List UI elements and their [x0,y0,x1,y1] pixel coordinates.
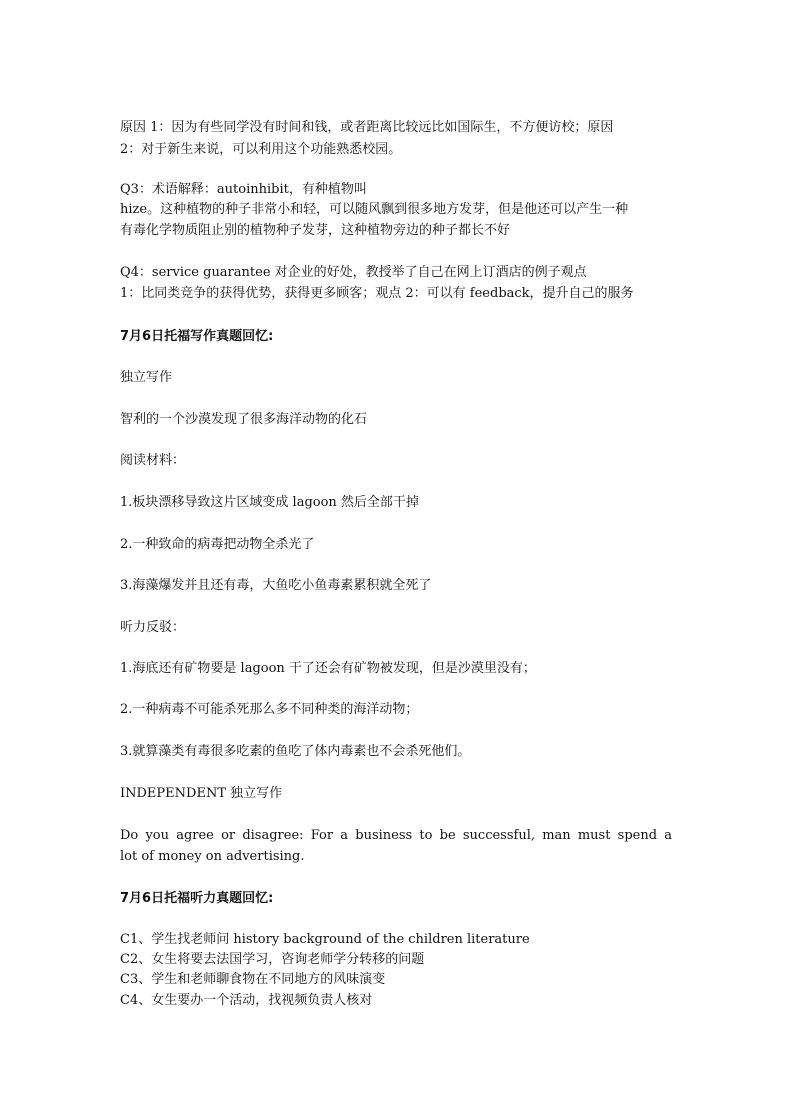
writing-topic: 智利的一个沙漠发现了很多海洋动物的化石 [120,412,368,427]
listening-item-c1: C1、学生找老师问 history background of the children literature [120,932,530,947]
reading-item-2: 2.一种致命的病毒把动物全杀光了 [120,537,315,552]
listening-item-c3: C3、学生和老师聊食物在不同地方的风味演变 [120,972,386,987]
listening-item-c2: C2、女生将要去法国学习，咨询老师学分转移的问题 [120,952,425,967]
rebuttal-item-1: 1.海底还有矿物要是 lagoon 干了还会有矿物被发现，但是沙漠里没有； [120,661,536,676]
reading-item-3: 3.海藻爆发并且还有毒，大鱼吃小鱼毒素累积就全死了 [120,578,432,593]
writing-heading: 7月6日托福写作真题回忆: [120,329,274,344]
rebuttal-item-3: 3.就算藻类有毒很多吃素的鱼吃了体内毒素也不会杀死他们。 [120,744,471,759]
q3-line-3: 有毒化学物质阻止别的植物种子发芽，这种植物旁边的种子都长不好 [120,223,511,238]
rebuttal-item-2: 2.一种病毒不可能杀死那么多不同种类的海洋动物； [120,702,419,717]
independent-writing-label: INDEPENDENT 独立写作 [120,786,283,801]
listening-heading: 7月6日托福听力真题回忆: [120,891,274,906]
listening-rebuttal-label: 听力反驳： [120,620,186,635]
independent-prompt-line-1: Do you agree or disagree: For a business to be successful, man must spend a [120,828,672,843]
listening-item-c4: C4、女生要办一个活动，找视频负责人核对 [120,993,373,1008]
q3-line-1: Q3：术语解释：autoinhibit，有种植物叫 [120,182,367,197]
q3-line-2: hize。这种植物的种子非常小和轻，可以随风飘到很多地方发芽，但是他还可以产生一种 [120,202,629,217]
integrated-writing-label: 独立写作 [120,370,173,385]
q4-line-2: 1：比同类竞争的获得优势，获得更多顾客；观点 2：可以有 feedback，提升自己的服务 [120,286,634,301]
q4-line-1: Q4：service guarantee 对企业的好处，教授举了自己在网上订酒店的例子观点 [120,265,587,280]
reading-label: 阅读材料： [120,453,186,468]
reason-line-1: 原因 1：因为有些同学没有时间和钱，或者距离比较远比如国际生，不方便访校；原因 [120,120,614,135]
reason-line-2: 2：对于新生来说，可以利用这个功能熟悉校园。 [120,142,402,157]
independent-prompt-line-2: lot of money on advertising. [120,849,305,864]
reading-item-1: 1.板块漂移导致这片区域变成 lagoon 然后全部干掉 [120,495,419,510]
